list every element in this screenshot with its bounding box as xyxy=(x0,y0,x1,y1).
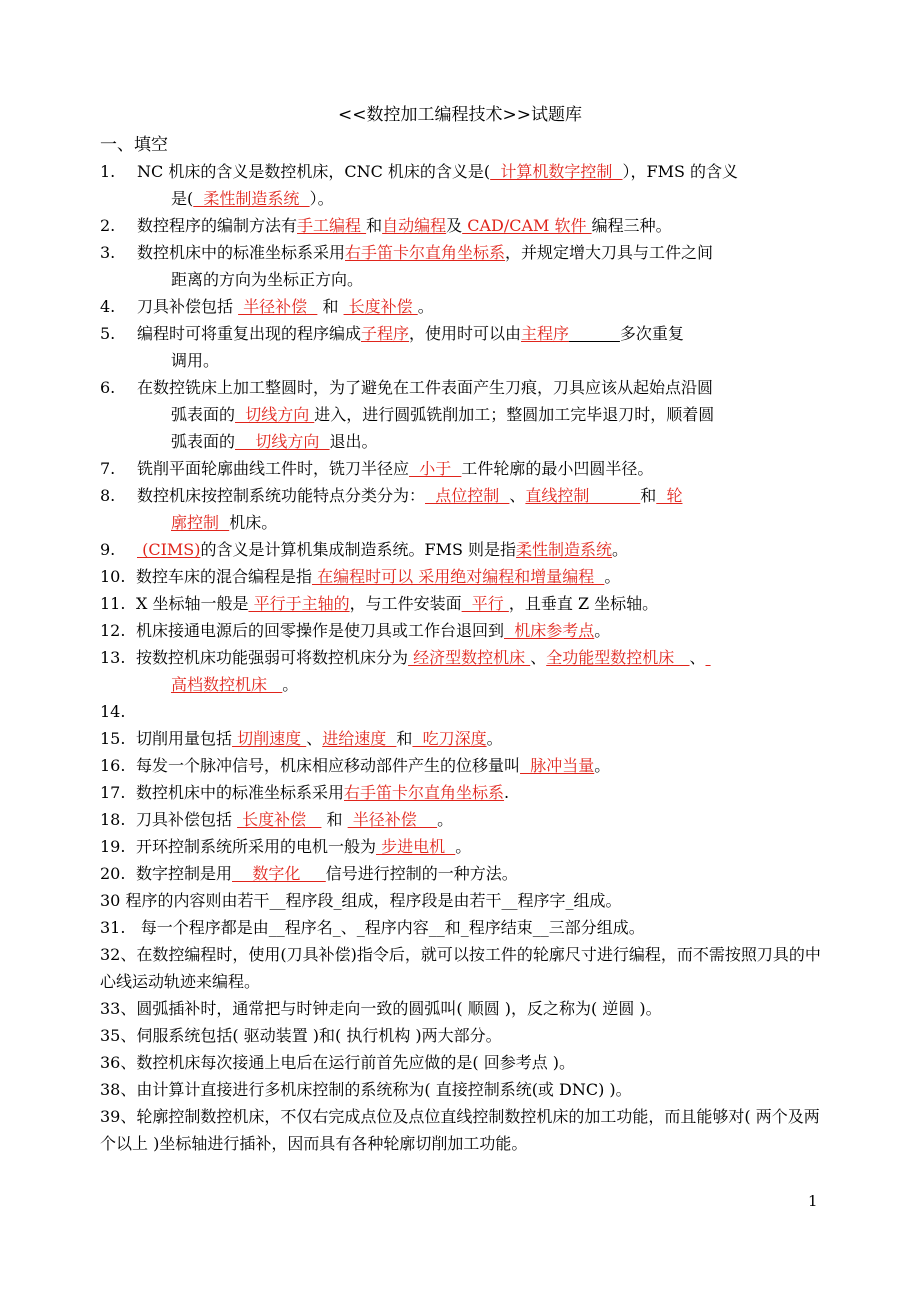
answer: 手工编程 xyxy=(297,216,367,235)
question-15: 15. 切削用量包括 切削速度 、进给速度 和 吃刀深度。 xyxy=(100,729,503,748)
question-39: 39、轮廓控制数控机床，不仅右完成点位及点位直线控制数控机床的加工功能，而且能够对( 两个及两个以上 )坐标轴进行插补，因而具有各种轮廓切削加工功能。 xyxy=(100,1107,820,1153)
question-6-cont2: 弧表面的 切线方向 退出。 xyxy=(171,432,378,451)
question-6-cont: 弧表面的 切线方向 进入，进行圆弧铣削加工；整圆加工完毕退刀时，顺着圆 xyxy=(171,405,715,424)
question-9: 9. (CIMS)的含义是计算机集成制造系统。FMS 则是指柔性制造系统。 xyxy=(100,540,629,559)
answer: 脉冲当量 xyxy=(520,756,595,775)
answer: 柔性制造系统 xyxy=(516,540,613,559)
question-19: 19. 开环控制系统所采用的电机一般为 步进电机 。 xyxy=(100,837,472,856)
question-8-cont: 廓控制 机床。 xyxy=(171,513,278,532)
question-35: 35、伺服系统包括( 驱动装置 )和( 执行机构 )两大部分。 xyxy=(100,1026,502,1045)
question-33: 33、圆弧插补时，通常把与时钟走向一致的圆弧叫( 顺圆 )，反之称为( 逆圆 )。 xyxy=(100,999,662,1018)
answer: 切削速度 xyxy=(232,729,307,748)
answer: 直线控制 xyxy=(525,486,641,505)
question-2: 2. 数控程序的编制方法有手工编程 和自动编程及 CAD/CAM 软件 编程三种。 xyxy=(100,216,672,235)
question-8: 8. 数控机床按控制系统功能特点分类分为： 点位控制 、直线控制 和 轮 xyxy=(100,486,683,505)
answer: 经济型数控机床 xyxy=(408,648,531,667)
question-10: 10. 数控车床的混合编程是指 在编程时可以 采用绝对编程和增量编程 。 xyxy=(100,567,621,586)
document-title: <<数控加工编程技术>>试题库 xyxy=(338,105,582,125)
section-heading: 一、填空 xyxy=(100,135,168,155)
question-32: 32、在数控编程时，使用(刀具补偿)指令后，就可以按工件的轮廓尺寸进行编程，而不需按照刀具的中心线运动轨迹来编程。 xyxy=(100,945,821,991)
question-17: 17. 数控机床中的标准坐标系采用右手笛卡尔直角坐标系. xyxy=(100,783,510,802)
answer: CAD/CAM 软件 xyxy=(462,216,592,235)
question-list xyxy=(100,158,825,1157)
question-1-cont: 是( 柔性制造系统 ）。 xyxy=(171,189,334,208)
question-5-cont: 调用。 xyxy=(171,351,220,370)
question-4: 4. 刀具补偿包括 半径补偿 和 长度补偿 。 xyxy=(100,297,434,316)
answer: 长度补偿 xyxy=(343,297,418,316)
answer: 自动编程 xyxy=(382,216,447,235)
answer: 半径补偿 xyxy=(347,810,438,829)
question-5: 5. 编程时可将重复出现的程序编成子程序，使用时可以由主程序 多次重复 xyxy=(100,324,684,343)
answer: 计算机数字控制 xyxy=(490,162,623,181)
question-7: 7. 铣削平面轮廓曲线工件时，铣刀半径应 小于 工件轮廓的最小凹圆半径。 xyxy=(100,459,654,478)
question-3-cont: 距离的方向为坐标正方向。 xyxy=(171,270,364,289)
question-20: 20. 数字控制是用 数字化 信号进行控制的一种方法。 xyxy=(100,864,518,883)
question-12: 12. 机床接通电源后的回零操作是使刀具或工作台退回到 机床参考点。 xyxy=(100,621,611,640)
answer: (CIMS) xyxy=(137,540,201,559)
answer: 机床参考点 xyxy=(504,621,595,640)
answer: 右手笛卡尔直角坐标系 xyxy=(344,783,505,802)
answer: 小于 xyxy=(409,459,462,478)
question-31: 31. 每一个程序都是由__程序名_、_程序内容__和_程序结束__三部分组成。 xyxy=(100,918,645,937)
answer: 吃刀深度 xyxy=(412,729,487,748)
question-3: 3. 数控机床中的标准坐标系采用右手笛卡尔直角坐标系，并规定增大刀具与工件之间 xyxy=(100,243,714,262)
question-14: 14. xyxy=(100,702,126,721)
answer: 廓控制 xyxy=(171,513,230,532)
answer: 在编程时可以 采用绝对编程和增量编程 xyxy=(312,567,605,586)
answer xyxy=(706,648,711,667)
answer: 子程序 xyxy=(361,324,410,343)
answer: 切线方向 xyxy=(235,405,315,424)
question-18: 18. 刀具补偿包括 长度补偿 和 半径补偿 。 xyxy=(100,810,454,829)
question-13-cont: 高档数控机床 。 xyxy=(171,675,299,694)
question-16: 16. 每发一个脉冲信号，机床相应移动部件产生的位移量叫 脉冲当量。 xyxy=(100,756,611,775)
answer: 平行 xyxy=(461,594,509,613)
answer: 步进电机 xyxy=(376,837,456,856)
answer: 主程序 xyxy=(521,324,570,343)
answer: 高档数控机床 xyxy=(171,675,283,694)
answer: 半径补偿 xyxy=(238,297,318,316)
question-13: 13. 按数控机床功能强弱可将数控机床分为 经济型数控机床 、全功能型数控机床 、 xyxy=(100,644,825,671)
answer: 进给速度 xyxy=(322,729,397,748)
answer: 点位控制 xyxy=(425,486,510,505)
answer: 长度补偿 xyxy=(237,810,322,829)
question-1: 1. NC 机床的含义是数控机床，CNC 机床的含义是( 计算机数字控制 ），FMS 的含义 xyxy=(100,162,739,181)
answer: 右手笛卡尔直角坐标系 xyxy=(345,243,506,262)
answer: 全功能型数控机床 xyxy=(546,648,690,667)
question-6: 6. 在数控铣床上加工整圆时，为了避免在工件表面产生刀痕，刀具应该从起始点沿圆 xyxy=(100,378,714,397)
answer: 柔性制造系统 xyxy=(193,189,310,208)
answer: 平行于主轴的 xyxy=(248,594,350,613)
question-11: 11. X 坐标轴一般是 平行于主轴的，与工件安装面 平行 ，且垂直 Z 坐标轴。 xyxy=(100,594,659,613)
page-number: 1 xyxy=(808,1192,818,1210)
question-38: 38、由计算计直接进行多机床控制的系统称为( 直接控制系统(或 DNC) )。 xyxy=(100,1080,632,1099)
answer: 切线方向 xyxy=(235,432,330,451)
question-30: 30 程序的内容则由若干__程序段_组成，程序段是由若干__程序字_组成。 xyxy=(100,891,622,910)
answer: 数字化 xyxy=(232,864,326,883)
answer: 轮 xyxy=(656,486,683,505)
question-36: 36、数控机床每次接通上电后在运行前首先应做的是( 回参考点 )。 xyxy=(100,1053,576,1072)
